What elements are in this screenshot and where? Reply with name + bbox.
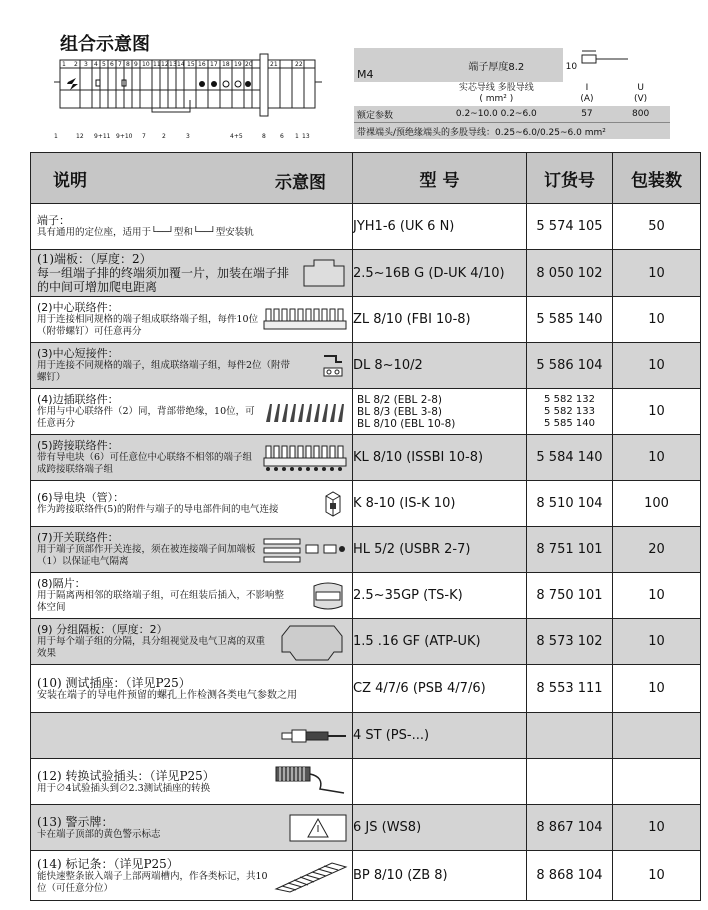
row-title: (13) 警示牌：: [37, 814, 114, 829]
row-title: (2)中心联络件：: [37, 301, 119, 314]
row-title: (5)跨接联络件：: [37, 439, 119, 452]
svg-text:13: 13: [302, 133, 310, 140]
row-title: (14) 标记条：（详见P25）: [37, 856, 179, 871]
svg-text:9: 9: [134, 61, 138, 68]
row-order: [527, 713, 613, 759]
svg-text:1: 1: [54, 133, 58, 140]
adapter-plug-icon: [272, 765, 348, 799]
svg-text:19: 19: [234, 61, 242, 68]
row-pack: 10: [613, 619, 701, 665]
dimension-label: 10: [565, 62, 578, 72]
row-model: DL 8~10/2: [353, 343, 527, 389]
svg-text:2: 2: [162, 133, 166, 140]
row-model: BP 8/10 (ZB 8): [353, 851, 527, 901]
parts-table: [30, 152, 701, 901]
row-pack: 10: [613, 851, 701, 901]
row-model: ZL 8/10 (FBI 10-8): [353, 297, 527, 343]
spec-table: [354, 48, 670, 139]
row-order: 8 050 102: [527, 250, 613, 297]
row-text: 作用与中心联络件（2）同，背部带绝缘，10位，可任意再分: [37, 406, 255, 429]
header-pack: 包装数: [613, 153, 701, 204]
svg-text:12: 12: [76, 133, 84, 140]
rated-label: 额定参数: [357, 110, 394, 121]
svg-text:11: 11: [153, 61, 161, 68]
row-text: 用于每个端子组的分隔，具分组视觉及电气卫离的双重效果: [37, 636, 266, 659]
conductive-block-icon: [318, 490, 348, 518]
row-title: (7)开关联络件：: [37, 531, 119, 544]
current-label: I: [585, 83, 589, 93]
row-title: (6)导电块（管）：: [37, 491, 125, 504]
svg-text:8: 8: [262, 133, 266, 140]
wire-unit: ( mm² ): [479, 94, 514, 104]
row-text: 卡在端子顶部的黄色警示标志: [37, 828, 161, 840]
rated-current: 57: [581, 109, 593, 119]
voltage-unit: (V): [634, 94, 648, 104]
row-pack: 10: [613, 389, 701, 435]
row-text: 带有导电块（6）可任意位中心联络不相邻的端子组成跨接联络端子组: [37, 452, 253, 475]
row-title: (3)中心短接件：: [37, 347, 119, 360]
table-row: [31, 573, 701, 619]
row-title: (4)边插联络件：: [37, 393, 119, 406]
row-text: 每一组端子排的终端须加覆一片，加装在端子排的中间可增加爬电距离: [37, 266, 290, 294]
row-title: (9) 分组隔板：（厚度：2）: [37, 623, 168, 636]
svg-text:10: 10: [142, 61, 150, 68]
row-text: 具有通用的定位座，适用于└──┘型和└──┘型安装轨: [37, 227, 254, 238]
svg-text:9+10: 9+10: [116, 133, 133, 140]
screw-size: M4: [357, 68, 374, 81]
row-order: 5 584 140: [527, 435, 613, 481]
svg-text:4: 4: [94, 61, 98, 68]
row-text: 用于∅4试验插头到∅2.3测试插座的转换: [37, 782, 211, 794]
svg-text:1: 1: [62, 61, 66, 68]
table-row: [31, 713, 701, 759]
row-title: (10) 测试插座：（详见P25）: [37, 675, 191, 690]
row-pack: [613, 759, 701, 805]
svg-text:13: 13: [169, 61, 177, 68]
table-header: [31, 153, 701, 204]
center-bridge-icon: [262, 307, 348, 333]
table-row: [31, 759, 701, 805]
table-row: [31, 435, 701, 481]
svg-text:18: 18: [222, 61, 230, 68]
header-model: 型 号: [353, 153, 527, 204]
rated-voltage: 800: [632, 109, 650, 119]
row-order: 5 585 140: [544, 417, 595, 429]
row-order: 8 750 101: [527, 573, 613, 619]
row-text: 用于端子顶部作开关连接，须在被连接端子间加端板（1）以保证电气隔离: [37, 544, 256, 567]
combination-diagram: [40, 52, 340, 142]
header-diagram: 示意图: [275, 173, 326, 193]
row-model: BL 8/2 (EBL 2-8): [357, 393, 442, 406]
row-pack: 100: [613, 481, 701, 527]
diagram-title: 组合示意图: [60, 34, 150, 55]
row-model: BL 8/10 (EBL 10-8): [357, 417, 456, 430]
row-model: K 8-10 (IS-K 10): [353, 481, 527, 527]
voltage-label: U: [637, 83, 644, 93]
row-model: [353, 759, 527, 805]
end-plate-icon: [300, 258, 348, 288]
row-order: 5 585 140: [527, 297, 613, 343]
row-text: 用于连接不同规格的端子，组成联络端子组，每件2位（附带螺钉）: [37, 360, 291, 383]
svg-text:16: 16: [198, 61, 206, 68]
row-order: 5 582 133: [544, 405, 595, 417]
svg-text:21: 21: [270, 61, 278, 68]
row-model: 2.5~16B G (D-UK 4/10): [353, 250, 527, 297]
svg-text:20: 20: [245, 61, 253, 68]
row-order: 5 582 132: [544, 393, 595, 405]
svg-text:9+11: 9+11: [94, 133, 111, 140]
cross-bridge-icon: [262, 444, 348, 472]
svg-text:22: 22: [295, 61, 303, 68]
row-order: [527, 759, 613, 805]
svg-text:2: 2: [74, 61, 78, 68]
row-pack: 10: [613, 805, 701, 851]
row-pack: 20: [613, 527, 701, 573]
switch-bridge-icon: [262, 535, 348, 565]
table-row: [31, 204, 701, 250]
row-order: 5 586 104: [527, 343, 613, 389]
marker-strip-icon: [274, 859, 348, 893]
row-text: 作为跨接联络件(5)的附件与端子的导电部件间的电气连接: [37, 504, 279, 515]
row-model: KL 8/10 (ISSBI 10-8): [353, 435, 527, 481]
partition-plate-icon: [276, 622, 348, 662]
row-order: 8 553 111: [527, 665, 613, 713]
svg-text:1: 1: [295, 133, 299, 140]
row-pack: [613, 713, 701, 759]
row-pack: 10: [613, 250, 701, 297]
wire-header: 实芯导线 多股导线: [458, 83, 534, 93]
svg-text:3: 3: [186, 133, 190, 140]
row-pack: 10: [613, 665, 701, 713]
row-title: (12) 转换试验插头：（详见P25）: [37, 768, 215, 783]
terminal-dimension-icon: [580, 49, 630, 69]
row-order: 8 751 101: [527, 527, 613, 573]
svg-text:7: 7: [118, 61, 122, 68]
row-model: 2.5~35GP (TS-K): [353, 573, 527, 619]
table-row: [31, 619, 701, 665]
row-order: 8 868 104: [527, 851, 613, 901]
row-pack: 10: [613, 343, 701, 389]
row-text: 用于连接相同规格的端子组成联络端子组，每件10位（附带螺钉）可任意再分: [37, 314, 259, 337]
svg-text:8: 8: [126, 61, 130, 68]
row-pack: 10: [613, 573, 701, 619]
row-text: 安装在端子的导电件预留的螺孔上作检测各类电气参数之用: [37, 689, 297, 701]
svg-text:12: 12: [161, 61, 169, 68]
edge-bridge-icon: [262, 400, 348, 424]
terminal-thickness: 端子厚度8.2: [468, 61, 525, 73]
svg-text:15: 15: [187, 61, 195, 68]
table-row: [31, 805, 701, 851]
spacer-icon: [308, 580, 348, 612]
row-pack: 10: [613, 297, 701, 343]
row-pack: 10: [613, 435, 701, 481]
warning-sign-icon: [288, 813, 348, 843]
row-model: HL 5/2 (USBR 2-7): [353, 527, 527, 573]
test-plug-icon: [280, 726, 348, 746]
row-title: (8)隔片：: [37, 577, 86, 590]
row-title: 端子：: [37, 214, 70, 227]
svg-text:14: 14: [177, 61, 185, 68]
svg-text:4+5: 4+5: [230, 133, 243, 140]
table-row: [31, 527, 701, 573]
table-row: [31, 389, 701, 435]
svg-text:17: 17: [210, 61, 218, 68]
row-order: 5 574 105: [527, 204, 613, 250]
row-text: 能快速整条嵌入端子上部两端槽内，作各类标记，共10位（可任意分位）: [37, 870, 268, 894]
wire-note: 带裸端头/预绝缘端头的多股导线：0.25~6.0/0.25~6.0 mm²: [354, 123, 670, 140]
table-row: [31, 851, 701, 901]
row-model: 6 JS (WS8): [353, 805, 527, 851]
table-row: [31, 481, 701, 527]
row-text: 用于隔离两相邻的联络端子组，可在组装后插入，不影响整体空间: [37, 590, 285, 613]
svg-text:6: 6: [280, 133, 284, 140]
row-model: JYH1-6 (UK 6 N): [353, 204, 527, 250]
svg-text:7: 7: [142, 133, 146, 140]
svg-text:3: 3: [84, 61, 88, 68]
rated-wire: 0.2~10.0 0.2~6.0: [455, 109, 537, 119]
table-row: [31, 665, 701, 713]
row-title: (1)端板：（厚度：2）: [37, 252, 152, 266]
row-order: 8 510 104: [527, 481, 613, 527]
header-order: 订货号: [527, 153, 613, 204]
svg-text:6: 6: [110, 61, 114, 68]
table-row: [31, 297, 701, 343]
row-model: BL 8/3 (EBL 3-8): [357, 405, 442, 418]
row-pack: 50: [613, 204, 701, 250]
current-unit: (A): [580, 94, 594, 104]
row-model: 1.5 .16 GF (ATP-UK): [353, 619, 527, 665]
short-bridge-icon: [318, 352, 348, 380]
row-order: 8 867 104: [527, 805, 613, 851]
header-desc: 说明: [53, 170, 87, 191]
table-row: [31, 343, 701, 389]
svg-text:5: 5: [102, 61, 106, 68]
table-row: [31, 250, 701, 297]
row-model: 4 ST (PS-...): [353, 713, 527, 759]
row-order: 8 573 102: [527, 619, 613, 665]
row-model: CZ 4/7/6 (PSB 4/7/6): [353, 665, 527, 713]
